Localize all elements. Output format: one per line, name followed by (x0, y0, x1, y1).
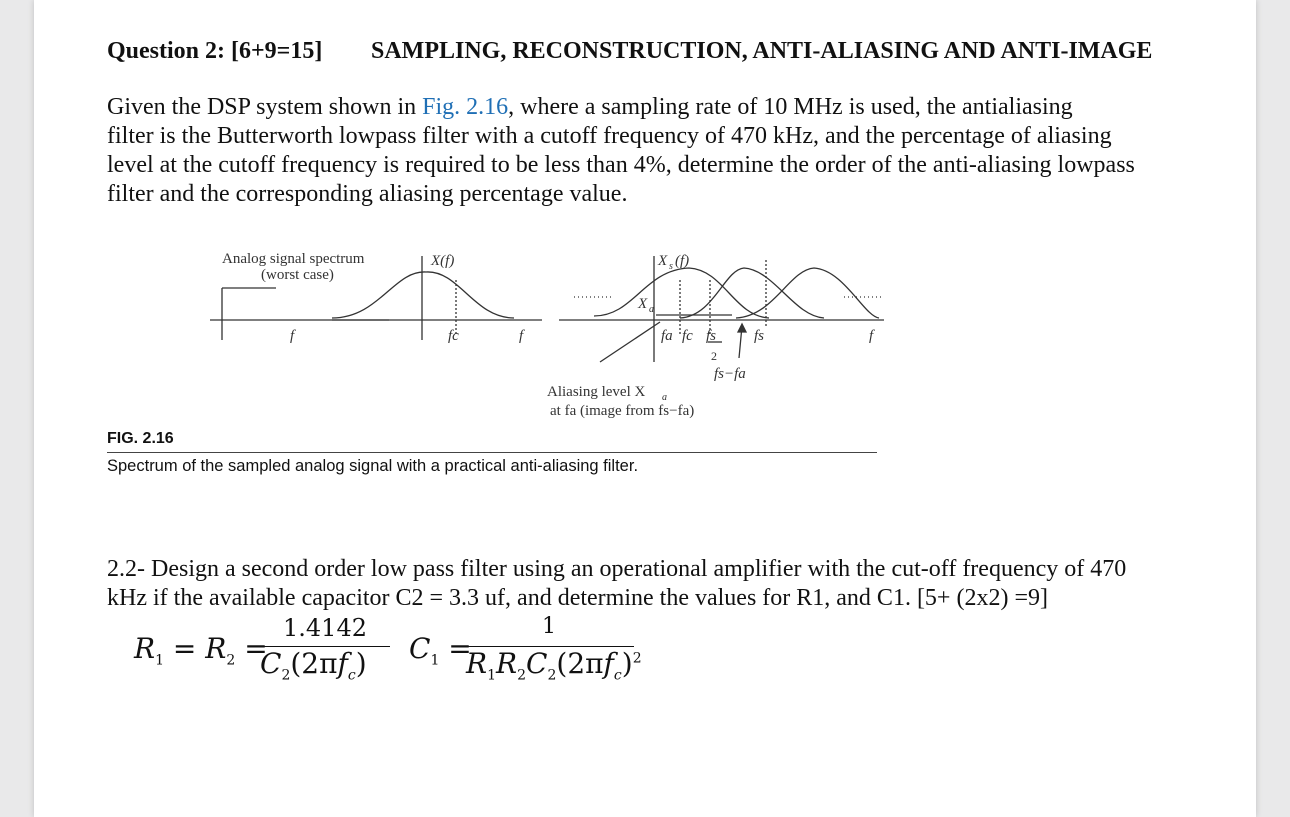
fc-label-2: fc (682, 328, 693, 344)
svg-text:a: a (662, 392, 667, 403)
aliasing-label-2: at fa (image from fs−fa) (550, 403, 695, 419)
document-page: Question 2: [6+9=15] SAMPLING, RECONSTRUCTION, ANTI-ALIASING AND ANTI-IMAGE Given the DSP system shown in Fig. 2.16, where a sampling rate of 10 MHz is used, the antialiasing filter is the Butterworth lowpass filter with a cutoff frequency of 470 kHz, and the percentage of aliasing level at the cutoff frequency is required to be less than 4%, determine the order of the anti-aliasing lowpass filter and the corresponding aliasing percentage value. Analog signal spectrum (worst case) X(f) X s (f) f fc f X a fa fc fs 2 fs f fs−fa Aliasing level X a at fa (image from fs−fa) FIG. 2.16 Spectrum of the sampled analog signal with a practical anti-aliasing filter. 2.2- Design a second order low pass filter using an operational amplifier with the cut-off frequency of 470 kHz if the available capacitor C2 = 3.3 uf, and determine the values for R1, and C1. [5+ (2x2) =9] $R_1 = R_2$ = 1.4142 $C_2(2\pi f_c)$ $C_1$ = 1 $R_1R_2C_2(2\pi f_c)^2$ (34, 0, 1256, 817)
fc-label: fc (448, 328, 459, 344)
fs-image-curve (736, 268, 879, 318)
part1-line1: Given the DSP system shown in Fig. 2.16, where a sampling rate of 10 MHz is used, the antialiasing (107, 94, 1073, 120)
f-label-2: f (519, 328, 524, 344)
svg-text:s: s (669, 261, 673, 272)
part1-line4: filter and the corresponding aliasing percentage value. (107, 181, 628, 207)
analog-label-2: (worst case) (261, 267, 334, 283)
xs-label: X (658, 253, 668, 269)
fa-label: fa (661, 328, 673, 344)
fs-minus-fa-label: fs−fa (714, 366, 746, 382)
fs-half-label: fs (706, 328, 717, 344)
part2-line2: kHz if the available capacitor C2 = 3.3 uf, and determine the values for R1, and C1. [5+ (2x2) =9] (107, 585, 1048, 611)
xa-label: X (638, 296, 648, 312)
fs-label: fs (754, 328, 765, 344)
part2-line1: 2.2- Design a second order low pass filter using an operational amplifier with the cut-off frequency of 470 (107, 556, 1127, 582)
shifted-image-curve (680, 268, 824, 318)
figure-caption: Spectrum of the sampled analog signal with a practical anti-aliasing filter. (107, 457, 639, 475)
aliasing-label-1: Aliasing level X (547, 384, 646, 400)
part1-line3: level at the cutoff frequency is required to be less than 4%, determine the order of the anti-aliasing lowpass (107, 152, 1135, 178)
formula2-numerator: 1 (542, 614, 556, 639)
fs-half-denominator: 2 (711, 349, 717, 363)
aliasing-pointer (600, 322, 660, 362)
fig-2-16-link[interactable]: Fig. 2.16 (422, 94, 509, 120)
svg-text:(f): (f) (675, 253, 690, 269)
analog-label-1: Analog signal spectrum (222, 251, 365, 267)
formula1-numerator: 1.4142 (283, 614, 367, 642)
figure-caption-divider (107, 452, 877, 453)
question-title: SAMPLING, RECONSTRUCTION, ANTI-ALIASING AND ANTI-IMAGE (371, 38, 1153, 64)
filter-response-curve (332, 272, 514, 318)
xf-label: X(f) (431, 253, 455, 269)
f-label-3: f (869, 328, 874, 344)
spectrum-figure (34, 240, 1256, 430)
svg-text:a: a (649, 304, 654, 315)
figure-label: FIG. 2.16 (107, 430, 174, 447)
f-label-1: f (290, 328, 295, 344)
part1-line2: filter is the Butterworth lowpass filter with a cutoff frequency of 470 kHz, and the percentage of aliasing (107, 123, 1112, 149)
baseband-image-curve (594, 268, 769, 318)
question-number: Question 2: [6+9=15] (107, 38, 323, 64)
